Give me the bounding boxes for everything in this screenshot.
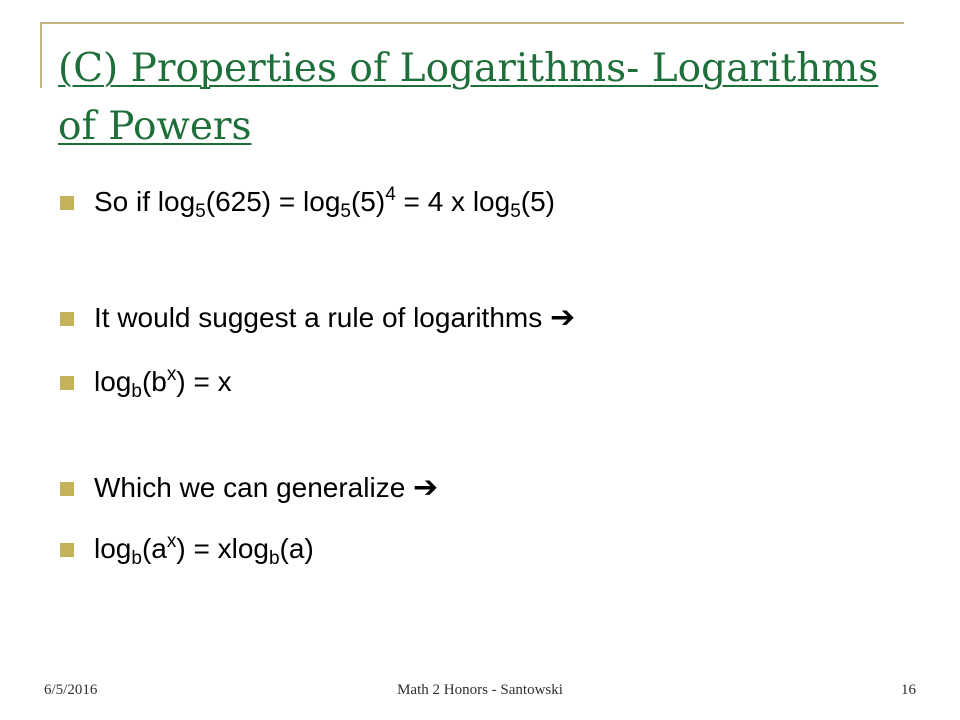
subscript: b bbox=[131, 381, 142, 402]
subscript: 5 bbox=[195, 201, 206, 222]
subscript: 5 bbox=[510, 201, 521, 222]
subscript: 5 bbox=[340, 201, 351, 222]
slide-title: (C) Properties of Logarithms- Logarithms of Powers bbox=[58, 46, 879, 149]
text-run: (a bbox=[141, 533, 167, 564]
text-run: So if log bbox=[94, 186, 196, 217]
footer-page-number: 16 bbox=[901, 682, 916, 698]
bullet-item-3 bbox=[60, 357, 920, 407]
bullet-item-2 bbox=[60, 293, 920, 343]
text-run: = 4 x log bbox=[395, 186, 511, 217]
arrow-right-icon: ➔ bbox=[550, 301, 576, 334]
bullet-list bbox=[60, 0, 920, 720]
text-run: ) = x bbox=[176, 366, 232, 397]
superscript: x bbox=[166, 531, 177, 552]
text-run: (5) bbox=[520, 186, 555, 217]
bullet-text bbox=[94, 357, 232, 407]
bullet-text bbox=[94, 293, 575, 343]
arrow-right-icon: ➔ bbox=[413, 471, 439, 504]
text-run: (b bbox=[141, 366, 167, 397]
bullet-text bbox=[94, 463, 438, 513]
text-run: (5) bbox=[350, 186, 386, 217]
footer-date: 6/5/2016 bbox=[44, 682, 98, 698]
text-run: log bbox=[94, 533, 132, 564]
text-run: log bbox=[94, 366, 132, 397]
bullet-item-4 bbox=[60, 463, 920, 513]
subscript: b bbox=[268, 548, 280, 569]
footer-center: Math 2 Honors - Santowski bbox=[397, 682, 563, 698]
bullet-marker bbox=[60, 196, 74, 210]
text-run: ) = xlog bbox=[176, 533, 269, 564]
bullet-marker bbox=[60, 482, 74, 496]
bullet-text bbox=[94, 177, 555, 227]
bullet-marker bbox=[60, 543, 74, 557]
text-run: (a) bbox=[279, 533, 314, 564]
bullet-marker bbox=[60, 376, 74, 390]
bullet-item-5 bbox=[60, 524, 920, 574]
subscript: b bbox=[131, 548, 142, 569]
superscript: x bbox=[166, 364, 177, 385]
frame-left-line bbox=[40, 22, 42, 88]
superscript: 4 bbox=[385, 184, 396, 205]
bullet-text bbox=[94, 524, 314, 574]
text-run: Which we can generalize bbox=[94, 472, 414, 503]
text-run: (625) = log bbox=[205, 186, 341, 217]
text-run: It would suggest a rule of logarithms bbox=[94, 302, 551, 333]
bullet-item-1 bbox=[60, 177, 920, 227]
bullet-marker bbox=[60, 312, 74, 326]
